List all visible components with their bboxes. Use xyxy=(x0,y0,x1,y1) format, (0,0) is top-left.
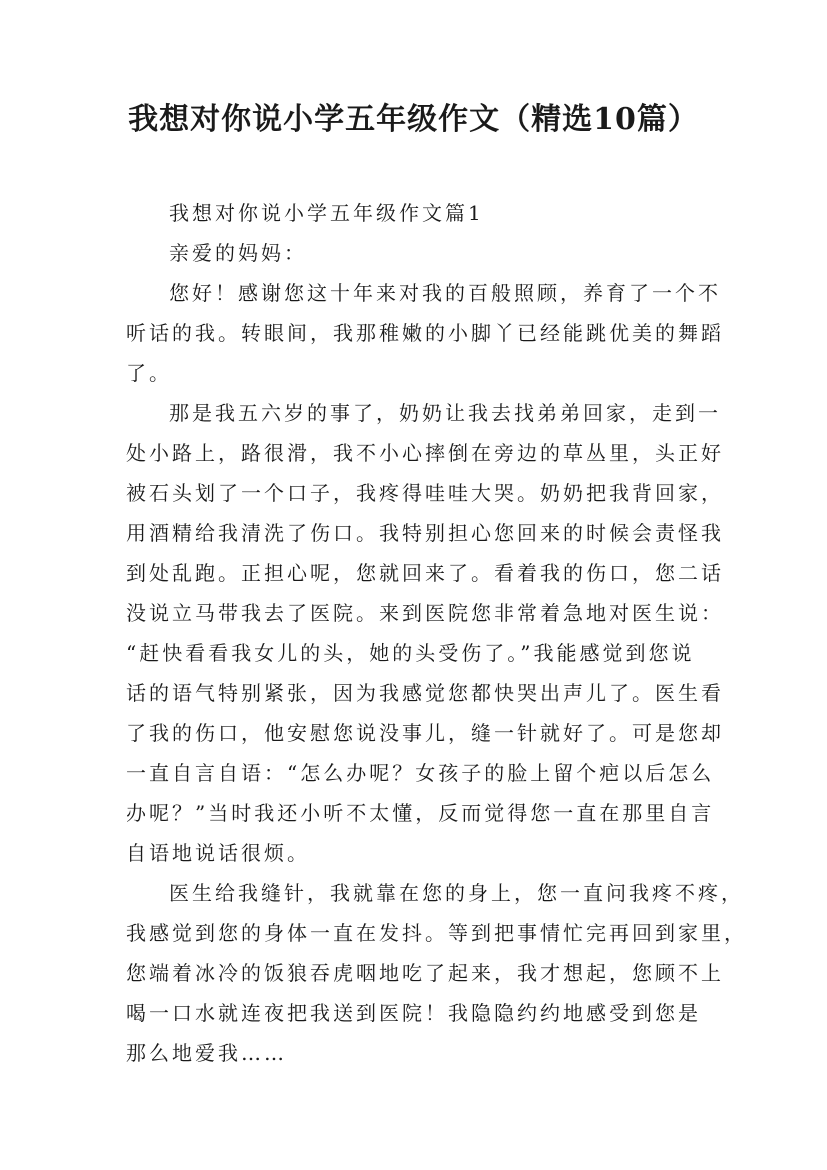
paragraph-line: 被石头划了一个口子，我疼得哇哇大哭。奶奶把我背回家， xyxy=(126,481,724,505)
paragraph-line: 自语地说话很烦。 xyxy=(126,841,310,865)
paragraph-line: “赶快看看我女儿的头，她的头受伤了。”我能感觉到您说 xyxy=(126,641,695,665)
paragraph-line: 听话的我。转眼间，我那稚嫩的小脚丫已经能跳优美的舞蹈 xyxy=(126,321,724,345)
paragraph-line: 了。 xyxy=(126,361,172,385)
section-heading: 我想对你说小学五年级作文篇1 xyxy=(169,201,484,225)
paragraph-line: 用酒精给我清洗了伤口。我特别担心您回来的时候会责怪我 xyxy=(126,521,724,545)
paragraph-line: 您好！感谢您这十年来对我的百般照顾，养育了一个不 xyxy=(169,281,721,305)
paragraph-line: 您端着冰冷的饭狼吞虎咽地吃了起来，我才想起，您顾不上 xyxy=(126,961,724,985)
paragraph-1 xyxy=(126,273,724,393)
paragraph-line: 没说立马带我去了医院。来到医院您非常着急地对医生说： xyxy=(126,601,724,625)
paragraph-line: 到处乱跑。正担心呢，您就回来了。看着我的伤口，您二话 xyxy=(126,561,724,585)
paragraph-line: 那么地爱我…… xyxy=(126,1041,287,1065)
paragraph-line: 我感觉到您的身体一直在发抖。等到把事情忙完再回到家里， xyxy=(126,921,747,945)
document-title: 我想对你说小学五年级作文（精选10篇） xyxy=(128,102,699,137)
paragraph-line: 了我的伤口，他安慰您说没事儿，缝一针就好了。可是您却 xyxy=(126,721,724,745)
paragraph-line: 喝一口水就连夜把我送到医院！我隐隐约约地感受到您是 xyxy=(126,1001,701,1025)
paragraph-3 xyxy=(126,873,747,1073)
document-body xyxy=(126,193,747,1073)
paragraph-line: 一直自言自语：“怎么办呢？女孩子的脸上留个疤以后怎么 xyxy=(126,761,715,785)
salutation: 亲爱的妈妈： xyxy=(169,241,307,265)
paragraph-line: 那是我五六岁的事了，奶奶让我去找弟弟回家，走到一 xyxy=(169,401,721,425)
paragraph-line: 办呢？”当时我还小听不太懂，反而觉得您一直在那里自言 xyxy=(126,801,715,825)
paragraph-line: 医生给我缝针，我就靠在您的身上，您一直问我疼不疼， xyxy=(169,881,744,905)
paragraph-line: 话的语气特别紧张，因为我感觉您都快哭出声儿了。医生看 xyxy=(126,681,724,705)
paragraph-line: 处小路上，路很滑，我不小心摔倒在旁边的草丛里，头正好 xyxy=(126,441,724,465)
paragraph-2 xyxy=(126,393,724,873)
